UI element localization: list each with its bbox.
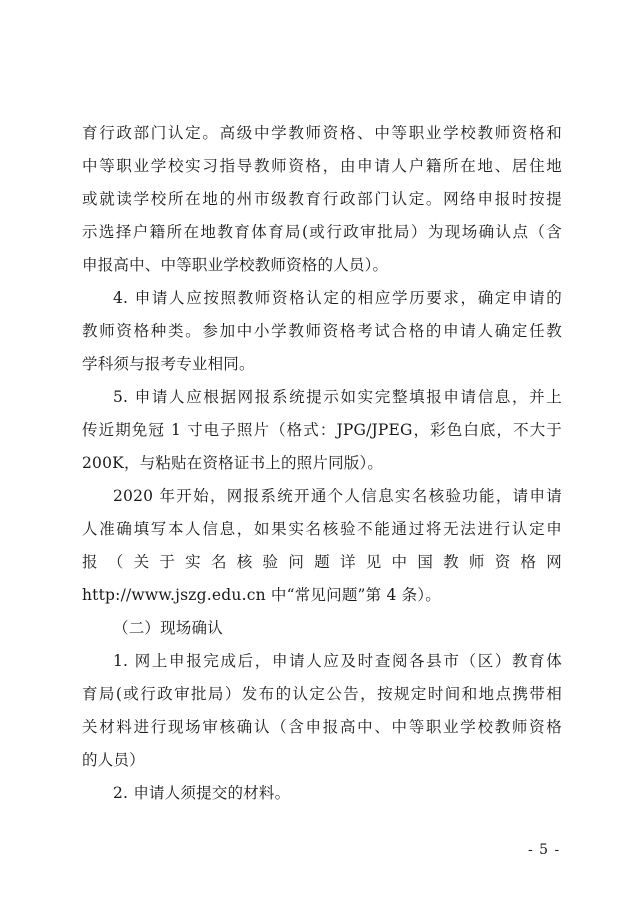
paragraph-line: 关材料进行现场审核确认（含申报高中、中等职业学校教师资格 — [82, 718, 562, 736]
paragraph-line: 200K，与粘贴在资格证书上的照片同版）。 — [82, 454, 384, 472]
paragraph-line: 4. 申请人应按照教师资格认定的相应学历要求，确定申请的 — [113, 289, 562, 307]
section-heading: （二）现场确认 — [113, 619, 223, 637]
document-body — [82, 117, 562, 810]
page-number: - 5 - — [528, 842, 561, 858]
paragraph-line: 2020 年开始，网报系统开通个人信息实名核验功能，请申请 — [113, 487, 562, 505]
paragraph-line: 报（关于实名核验问题详见中国教师资格网 — [82, 553, 562, 571]
paragraph-line: 2. 申请人须提交的材料。 — [113, 784, 291, 802]
paragraph-line: 申报高中、中等职业学校教师资格的人员）。 — [82, 256, 389, 274]
paragraph-line: 学科须与报考专业相同。 — [82, 355, 255, 373]
paragraph-line: 5. 申请人应根据网报系统提示如实完整填报申请信息，并上 — [113, 388, 562, 406]
paragraph-line: 1. 网上申报完成后，申请人应及时查阅各县市（区）教育体 — [113, 652, 562, 670]
paragraph-line: 育行政部门认定。高级中学教师资格、中等职业学校教师资格和 — [82, 124, 562, 142]
paragraph-line: 中等职业学校实习指导教师资格，由申请人户籍所在地、居住地 — [82, 157, 562, 175]
paragraph-line: 传近期免冠 1 寸电子照片（格式：JPG/JPEG，彩色白底，不大于 — [82, 421, 562, 439]
paragraph-line: http://www.jszg.edu.cn 中“常见问题”第 4 条）。 — [82, 586, 442, 604]
paragraph-line: 的人员） — [82, 751, 145, 769]
paragraph-line: 人准确填写本人信息，如果实名核验不能通过将无法进行认定申 — [82, 520, 562, 538]
paragraph-line: 教师资格种类。参加中小学教师资格考试合格的申请人确定任教 — [82, 322, 562, 340]
paragraph-line: 示选择户籍所在地教育体育局(或行政审批局）为现场确认点（含 — [82, 223, 562, 241]
paragraph-line: 育局(或行政审批局）发布的认定公告，按规定时间和地点携带相 — [82, 685, 562, 703]
paragraph-line: 或就读学校所在地的州市级教育行政部门认定。网络申报时按提 — [82, 190, 562, 208]
